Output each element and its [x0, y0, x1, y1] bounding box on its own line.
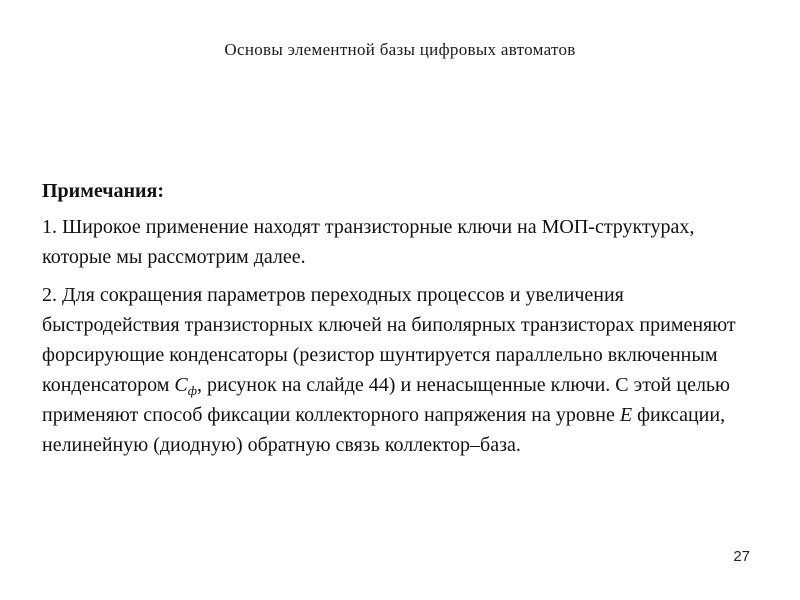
note-item-2-text-part1: 2. Для сокращения параметров переходных процессов и увеличения быстродействия транзисторных ключей на биполярных транзисторах применяют форсирующие конденсаторы (резистор шунтируется параллельно включенным конденсатором: [42, 284, 736, 396]
level-symbol: E: [619, 404, 633, 426]
note-item-2: [42, 280, 762, 460]
notes-content: [42, 176, 762, 468]
page-number: 27: [733, 548, 750, 565]
note-item-2-text-part3: фиксации, нелинейную (диодную) обратную связь коллектор–база.: [42, 404, 726, 456]
capacitor-symbol-subscript: ф: [187, 383, 197, 398]
note-item-1: 1. Широкое применение находят транзисторные ключи на МОП-структурах, которые мы рассмотрим далее.: [42, 216, 695, 268]
capacitor-symbol-letter: C: [174, 374, 188, 396]
notes-heading: Примечания:: [42, 180, 165, 202]
note-item-2-text-part2: , рисунок на слайде 44) и ненасыщенные ключи. С этой целью применяют способ фиксации коллекторного напряжения на уровне: [42, 374, 730, 426]
capacitor-symbol: [174, 374, 197, 396]
slide-title: Основы элементной базы цифровых автоматов: [224, 40, 576, 59]
